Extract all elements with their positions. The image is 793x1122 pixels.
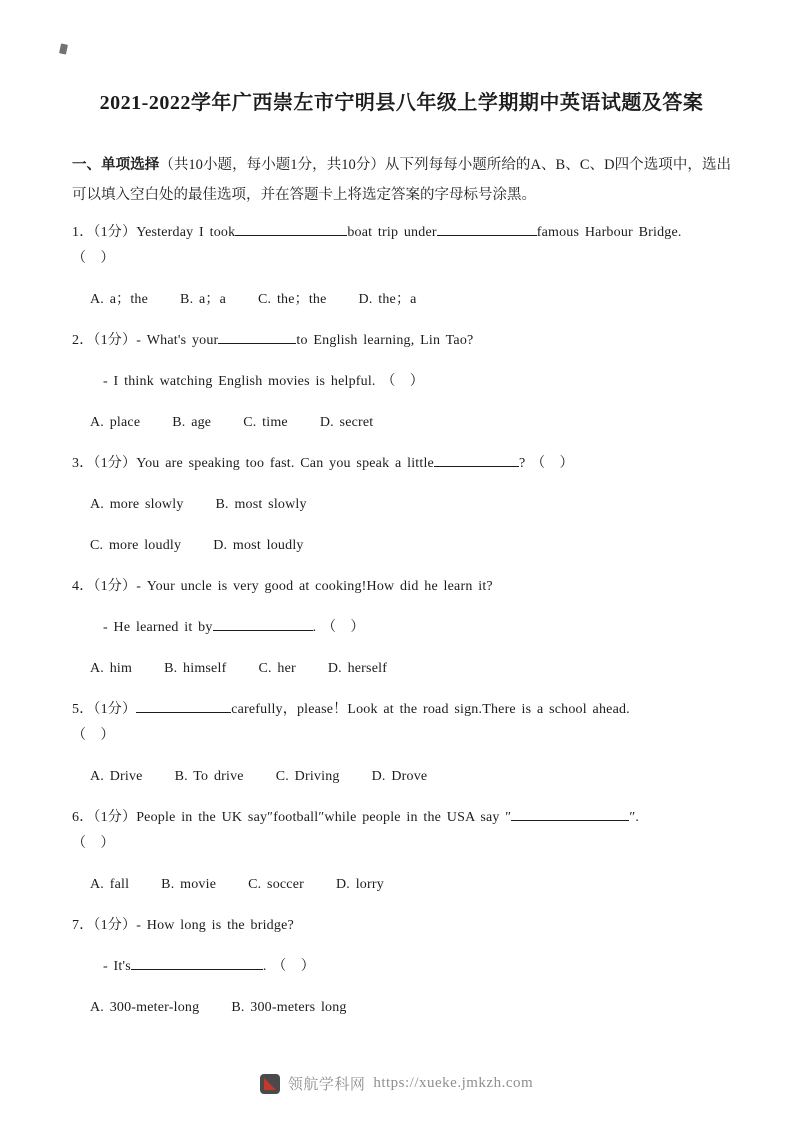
question-text-segment: . （ ）	[312, 620, 365, 635]
answer-blank	[434, 452, 519, 467]
option-b: B. a；a	[180, 292, 226, 307]
answer-blank	[136, 698, 231, 713]
section-instructions	[72, 150, 731, 210]
question-text-segment: - It's	[103, 959, 131, 974]
option-b: B. To drive	[174, 769, 244, 784]
question-text-segment: boat trip under	[347, 225, 437, 240]
question-text-segment: ? （ ）	[518, 456, 574, 471]
question-4-options	[72, 656, 731, 682]
question-5-text	[72, 697, 731, 723]
answer-blank	[235, 221, 347, 236]
option-c: C. Driving	[275, 769, 340, 784]
question-text-segment: to English learning, Lin Tao?	[296, 333, 474, 348]
option-d: D. lorry	[336, 877, 384, 892]
option-c: C. her	[258, 661, 296, 676]
option-a: A. a；the	[90, 292, 149, 307]
question-5	[72, 697, 731, 790]
site-name: 领航学科网	[287, 1077, 366, 1093]
option-a: A. him	[90, 661, 133, 676]
option-d: D. secret	[319, 415, 374, 430]
question-3-options-row2	[72, 533, 731, 559]
option-c: C. the；the	[258, 292, 327, 307]
option-a: A. fall	[90, 877, 130, 892]
question-5-options	[72, 764, 731, 790]
question-text-segment: - He learned it by	[103, 620, 213, 635]
answer-parentheses: （ ）	[72, 728, 115, 743]
answer-blank	[218, 329, 296, 344]
question-2-text	[72, 328, 731, 354]
question-text-segment: carefully，please！Look at the road sign.There is a school ahead.	[231, 702, 630, 717]
question-3-options-row1	[72, 492, 731, 518]
question-4-reply	[72, 615, 731, 641]
site-logo-icon	[260, 1074, 280, 1094]
option-d: D. Drove	[371, 769, 428, 784]
option-c: C. time	[243, 415, 288, 430]
option-c: C. more loudly	[90, 538, 182, 553]
answer-blank	[213, 616, 313, 631]
question-text-segment: . （ ）	[262, 959, 315, 974]
question-1-options	[72, 287, 731, 313]
question-text-segment: ″.	[629, 810, 640, 825]
option-b: B. age	[172, 415, 212, 430]
question-6-text	[72, 805, 731, 831]
option-b: B. himself	[164, 661, 227, 676]
question-text-segment: 6．（1分）People in the UK say″football″while people in the USA say ″	[72, 810, 512, 825]
question-text-segment: 5．（1分）	[72, 702, 137, 717]
answer-parentheses: （ ）	[72, 251, 115, 266]
question-7-reply	[72, 954, 731, 980]
site-url-link[interactable]: https://xueke.jmkzh.com	[373, 1075, 534, 1091]
question-text-segment: 1．（1分）Yesterday I took	[72, 225, 236, 240]
question-text-segment: 2．（1分）- What's your	[72, 333, 219, 348]
question-4	[72, 574, 731, 682]
option-a: A. 300-meter-long	[90, 1000, 200, 1015]
question-1-text	[72, 220, 731, 246]
question-7-options	[72, 995, 731, 1021]
answer-parentheses: （ ）	[72, 836, 115, 851]
answer-blank	[511, 806, 629, 821]
option-b: B. movie	[161, 877, 217, 892]
section-heading: 一、单项选择	[72, 157, 160, 173]
question-3-text	[72, 451, 731, 477]
question-6	[72, 805, 731, 898]
option-b: B. most slowly	[215, 497, 307, 512]
question-4-text: 4．（1分）- Your uncle is very good at cooking!How did he learn it?	[72, 579, 493, 594]
question-1	[72, 220, 731, 313]
option-d: D. the；a	[358, 292, 417, 307]
question-7	[72, 913, 731, 1021]
section-instructions-text: （共10小题，每小题1分，共10分）从下列每每小题所给的A、B、C、D四个选项中，选出可以填入空白处的最佳选项，并在答题卡上将选定答案的字母标号涂黑。	[72, 157, 731, 203]
question-2-reply: - I think watching English movies is helpful. （ ）	[103, 374, 424, 389]
answer-blank	[131, 955, 263, 970]
question-7-text: 7．（1分）- How long is the bridge?	[72, 918, 294, 933]
question-text-segment: 3．（1分）You are speaking too fast. Can you speak a little	[72, 456, 434, 471]
question-3	[72, 451, 731, 559]
answer-blank	[437, 221, 537, 236]
page-title: 2021-2022学年广西崇左市宁明县八年级上学期期中英语试题及答案	[99, 92, 704, 114]
question-2-options	[72, 410, 731, 436]
option-c: C. soccer	[248, 877, 304, 892]
option-d: D. most loudly	[213, 538, 304, 553]
question-6-options	[72, 872, 731, 898]
option-a: A. place	[90, 415, 141, 430]
site-footer	[0, 1073, 793, 1094]
question-2	[72, 328, 731, 436]
option-b: B. 300-meters long	[231, 1000, 347, 1015]
option-a: A. more slowly	[90, 497, 184, 512]
option-d: D. herself	[327, 661, 388, 676]
question-text-segment: famous Harbour Bridge.	[536, 225, 682, 240]
option-a: A. Drive	[90, 769, 143, 784]
